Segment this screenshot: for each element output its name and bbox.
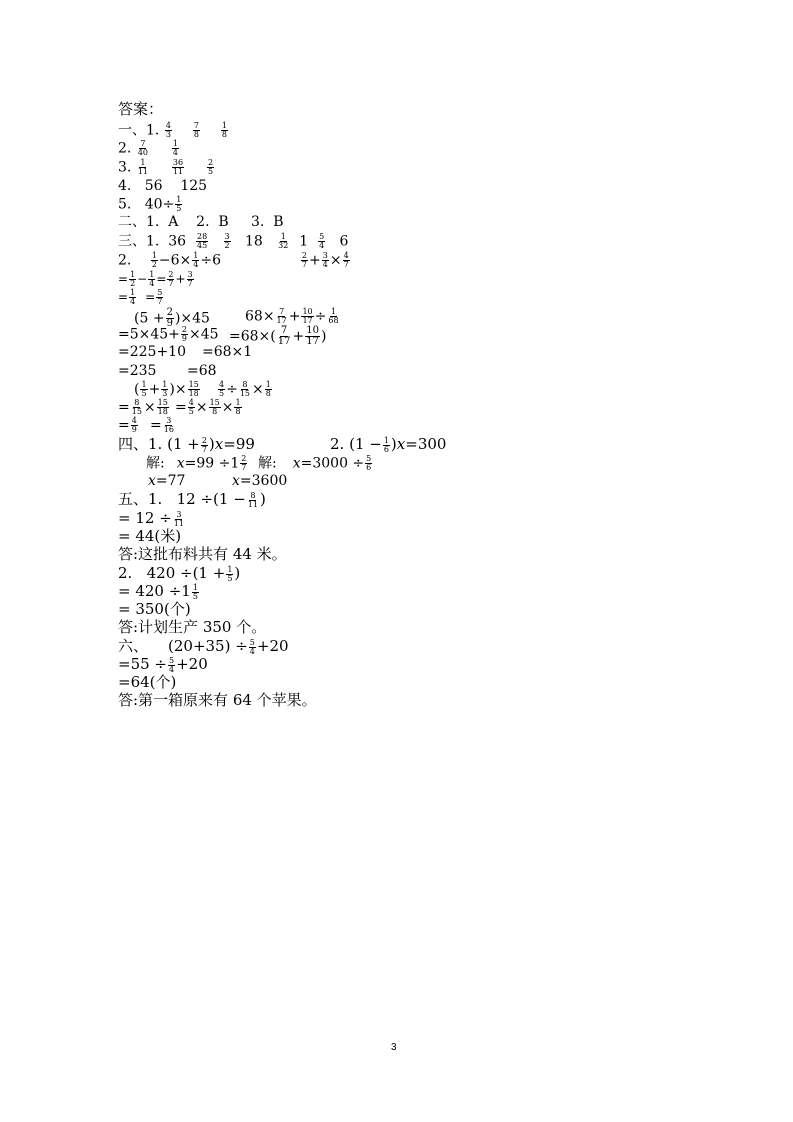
fraction: $\frac{1}{8}$ [265, 380, 271, 398]
sec4-solve2: 解: x=3000 ÷ $\frac{5}{6}$ [258, 454, 372, 472]
sec4-solve1: 解: x=99 ÷1 $\frac{2}{7}$ [146, 454, 247, 472]
fraction: $\frac{8}{15}$ [131, 398, 142, 416]
fraction: $\frac{4}{7}$ [343, 251, 349, 269]
sec5-q2-step1: = 420 ÷1 $\frac{1}{5}$ [118, 582, 198, 601]
sec3-q2-row2: = $\frac{1}{2}$ − $\frac{1}{4}$ = $\frac{2}{7}$ + $\frac{3}{7}$ [118, 270, 193, 288]
fraction: $\frac{3}{4}$ [322, 251, 328, 269]
sec1-q2: 2. $\frac{7}{40}$ $\frac{1}{4}$ [118, 139, 178, 157]
fraction: $\frac{3}{11}$ [173, 509, 184, 528]
fraction: $\frac{1}{2}$ [130, 270, 136, 288]
fraction: $\frac{2}{7}$ [241, 454, 247, 472]
sec5-q1-step2: = 44(米) [118, 527, 182, 545]
fraction: $\frac{1}{32}$ [278, 232, 289, 250]
sec6-step1: =55 ÷ $\frac{5}{4}$ +20 [118, 655, 208, 674]
sec4-eq1: 四、1. (1 + $\frac{2}{7}$ )x=99 [118, 435, 255, 454]
fraction: $\frac{1}{3}$ [162, 380, 168, 398]
fraction: $\frac{1}{68}$ [328, 307, 339, 325]
fraction: $\frac{8}{15}$ [239, 380, 251, 398]
sec3-q2-f-step1: = $\frac{4}{5}$ × $\frac{15}{8}$ × $\frac{1}{8}$ [175, 398, 241, 416]
fraction: $\frac{2}{9}$ [181, 325, 188, 343]
fraction: $\frac{1}{5}$ [176, 195, 182, 213]
sec4-eq2: 2. (1 − $\frac{1}{6}$ )x=300 [330, 435, 447, 454]
sec1-q5: 5. 40÷ $\frac{1}{5}$ [118, 195, 182, 213]
fraction: $\frac{3}{2}$ [224, 232, 230, 250]
fraction: $\frac{7}{8}$ [193, 121, 199, 139]
fraction: $\frac{2}{9}$ [166, 307, 173, 329]
fraction: $\frac{7}{17}$ [276, 307, 287, 325]
fraction: $\frac{4}{3}$ [165, 121, 171, 139]
sec1-q3: 3. $\frac{1}{11}$ $\frac{36}{11}$ $\frac{2}{5}$ [118, 158, 214, 176]
sec2: 二、1. A 2. B 3. B [118, 214, 284, 230]
sec3-q2-f-expr: $\frac{4}{5}$ ÷ $\frac{8}{15}$ × $\frac{1}{8}$ [219, 380, 271, 398]
fraction: $\frac{4}{5}$ [188, 398, 194, 416]
fraction: $\frac{5}{4}$ [319, 232, 325, 250]
fraction: $\frac{5}{4}$ [249, 637, 255, 656]
sec5-q2-step2: = 350(个) [118, 600, 191, 618]
fraction: $\frac{1}{2}$ [151, 251, 157, 269]
sec3-q2-row3: = $\frac{1}{4}$ = $\frac{5}{7}$ [118, 288, 163, 306]
fraction: $\frac{1}{6}$ [383, 435, 389, 454]
fraction: $\frac{36}{11}$ [172, 158, 184, 176]
page-number: 3 [391, 1042, 397, 1053]
fraction: $\frac{1}{5}$ [141, 380, 147, 398]
fraction: $\frac{3}{7}$ [187, 270, 193, 288]
fraction: $\frac{1}{4}$ [172, 139, 178, 157]
fraction: $\frac{4}{5}$ [219, 380, 225, 398]
fraction: $\frac{28}{45}$ [196, 232, 208, 250]
fraction: $\frac{10}{17}$ [302, 307, 313, 325]
fraction: $\frac{1}{4}$ [149, 270, 155, 288]
fraction: $\frac{1}{4}$ [130, 288, 136, 306]
sec6-step2: =64(个) [118, 673, 177, 691]
fraction: $\frac{7}{17}$ [277, 325, 291, 347]
sec3-q2-f-step2: = $\frac{3}{16}$ [150, 416, 174, 434]
sec3-q2-e-step1: = $\frac{8}{15}$ × $\frac{15}{18}$ [118, 398, 168, 416]
sec3-q2-e-expr: ( $\frac{1}{5}$ + $\frac{1}{3}$ )× $\frac{15}{18}$ [134, 380, 199, 398]
sec4-result2: x=3600 [232, 473, 288, 489]
sec3-q2-c-step3: =235 [118, 363, 157, 379]
fraction: $\frac{1}{8}$ [235, 398, 241, 416]
sec1-q1: 一、1. $\frac{4}{3}$ $\frac{7}{8}$ $\frac{1}{8}$ [118, 121, 227, 139]
fraction: $\frac{2}{7}$ [201, 435, 207, 454]
fraction: $\frac{2}{7}$ [168, 270, 174, 288]
sec5-answer1: 答:这批布料共有 44 米。 [118, 545, 287, 563]
fraction: $\frac{1}{11}$ [137, 158, 148, 176]
sec1-q4: 4. 56 125 [118, 178, 208, 194]
sec5-q1-step1: = 12 ÷ $\frac{3}{11}$ [118, 509, 184, 528]
sec3-q2-c-expr: (5 + $\frac{2}{9}$ )×45 [134, 307, 210, 329]
sec4-result1: x=77 [148, 473, 186, 489]
sec5-q1: 五、1. 12 ÷(1 − $\frac{8}{11}$ ) [118, 490, 266, 509]
fraction: $\frac{15}{18}$ [157, 398, 168, 416]
fraction: $\frac{10}{17}$ [306, 325, 319, 347]
sec5-answer2: 答:计划生产 350 个。 [118, 618, 267, 636]
sec6-label: 六、 [118, 637, 149, 655]
fraction: $\frac{3}{16}$ [163, 416, 174, 434]
sec3-q2-d-step1: =68×( $\frac{7}{17}$ + $\frac{10}{17}$ ) [229, 325, 327, 347]
sec3-q2-c-step1: =5×45+ $\frac{2}{9}$ ×45 [118, 325, 219, 343]
fraction: $\frac{2}{7}$ [301, 251, 308, 269]
sec6-expr: (20+35) ÷ $\frac{5}{4}$ +20 [168, 637, 289, 656]
fraction: $\frac{1}{8}$ [221, 121, 227, 139]
fraction: $\frac{1}{5}$ [227, 564, 233, 583]
fraction: $\frac{8}{11}$ [247, 490, 258, 509]
fraction: $\frac{1}{4}$ [193, 251, 199, 269]
sec3-q2-d-step2: =68×1 [202, 344, 253, 360]
answer-title: 答案： [118, 100, 164, 118]
fraction: $\frac{15}{18}$ [188, 380, 199, 398]
fraction: $\frac{1}{5}$ [192, 582, 198, 601]
sec6-answer: 答:第一箱原来有 64 个苹果。 [118, 691, 317, 709]
fraction: $\frac{5}{4}$ [169, 655, 175, 674]
fraction: $\frac{4}{9}$ [131, 416, 137, 434]
fraction: $\frac{2}{5}$ [208, 158, 214, 176]
sec3-q2-e-step2: = $\frac{4}{9}$ [118, 416, 137, 434]
fraction: $\frac{7}{40}$ [137, 139, 148, 157]
fraction: $\frac{5}{7}$ [157, 288, 163, 306]
sec3-q2-c-step2: =225+10 [118, 344, 186, 360]
sec3-q2-row1: 2. $\frac{1}{2}$ −6× $\frac{1}{4}$ ÷6 $\frac{2}{7}$ + $\frac{3}{4}$ × $\frac{4}{7}$ [118, 251, 349, 269]
sec3-q1: 三、1. 36 $\frac{28}{45}$ $\frac{3}{2}$ 18 $\frac{1}{32}$ 1 $\frac{5}{4}$ 6 [118, 232, 349, 250]
fraction: $\frac{15}{8}$ [209, 398, 220, 416]
fraction: $\frac{5}{6}$ [366, 454, 372, 472]
sec5-q2: 2. 420 ÷(1 + $\frac{1}{5}$ ) [118, 564, 241, 583]
sec3-q2-d-step3: =68 [187, 363, 217, 379]
sec3-q2-d-expr: 68× $\frac{7}{17}$ + $\frac{10}{17}$ ÷ $\frac{1}{68}$ [245, 307, 339, 325]
